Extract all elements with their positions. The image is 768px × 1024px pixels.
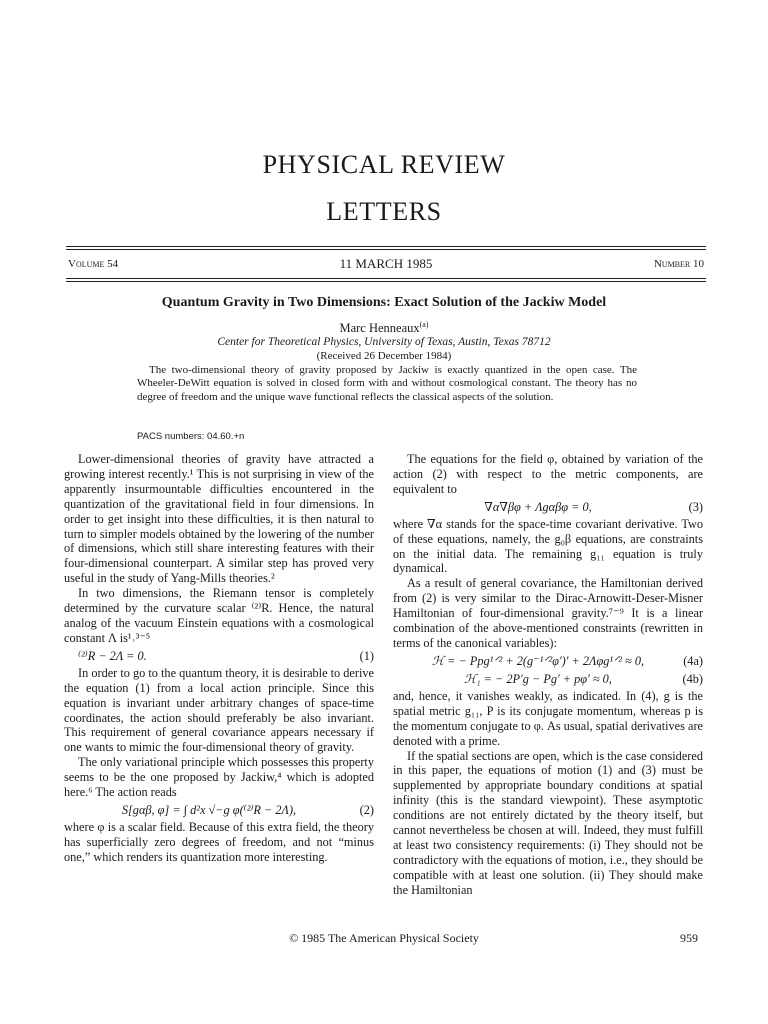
equation-number: (4a)	[683, 653, 703, 668]
journal-title-line2: LETTERS	[326, 197, 442, 226]
journal-title-line1: PHYSICAL REVIEW	[262, 150, 506, 179]
affiliation: Center for Theoretical Physics, University of Texas, Austin, Texas 78712	[217, 336, 551, 348]
abstract	[137, 364, 637, 404]
equation-3	[393, 500, 703, 515]
issue-date: 11 MARCH 1985	[339, 256, 433, 271]
equation-expression: S[gαβ, φ] = ∫ d²x √−g φ(⁽²⁾R − 2Λ),	[121, 802, 297, 817]
equation-2	[64, 803, 374, 818]
paragraph: Lower-dimensional theories of gravity have attracted a growing interest recently.¹ This is not surprising in view of the apparently insurmountable difficulties encountered in the quantization of the gravitational field in four dimensions. In order to get insight into these difficulties, it is then natural to turn to simpler models obtained by the lowering of the number of dimensions, which still share interesting features with their four-dimensional counterpart. A similar step has proved very useful in the study of Yang-Mills theories.²	[64, 452, 374, 586]
paragraph: where ∇α stands for the space-time covariant derivative. Two of these equations, namely, the g₀β equations, are constraints on the initial data. The remaining g₁₁ equation is truly dynamical.	[393, 516, 703, 576]
equation-number: (3)	[688, 499, 703, 514]
author-name: Marc Henneaux	[339, 321, 420, 335]
received-date: (Received 26 December 1984)	[316, 350, 452, 362]
paragraph: where φ is a scalar field. Because of this extra field, the theory has superficially zero degrees of freedom, and not “minus one,” which renders its quantization more interesting.	[64, 819, 374, 864]
left-column	[64, 452, 374, 865]
author-line	[0, 321, 768, 336]
equation-4a	[393, 654, 703, 669]
equation-number: (1)	[359, 648, 374, 663]
paragraph: If the spatial sections are open, which is the case considered in this paper, the equations of motion (1) and (3) must be supplemented by appropriate boundary conditions at spatial infinity (this is the standard viewpoint). These asymptotic conditions are not entirely dictated by the theory itself, but cannot nevertheless be chosen at will. Indeed, they must fulfill at least two consistency requirements: (i) They should not be contradictory with the equations of motion, i.e., they should be compatible with at least one solution. (ii) They should make the Hamiltonian	[393, 748, 703, 897]
top-rule-thin	[66, 249, 706, 250]
equation-expression: ∇α∇βφ + Λgαβφ = 0,	[484, 499, 592, 514]
masthead-rule-thin	[66, 281, 706, 282]
volume-label: Volume 54	[68, 258, 119, 270]
equation-expression: ℋ₁ = − 2P′g − Pg′ + pφ′ ≈ 0,	[464, 671, 612, 686]
article-title: Quantum Gravity in Two Dimensions: Exact Solution of the Jackiw Model	[161, 295, 607, 310]
masthead-rule	[66, 278, 706, 279]
paragraph: and, hence, it vanishes weakly, as indicated. In (4), g is the spatial metric g₁₁, P is its conjugate momentum, whereas p is the momentum conjugate to φ. As usual, spatial derivatives are denoted with a prime.	[393, 688, 703, 748]
masthead	[68, 257, 704, 273]
equation-number: (2)	[359, 802, 374, 817]
top-rule	[66, 246, 706, 247]
paragraph: The only variational principle which possesses this property seems to be the one proposed by Jackiw,⁴ which is adopted here.⁶ The action reads	[64, 755, 374, 800]
equation-expression: ⁽²⁾R − 2Λ = 0.	[78, 648, 147, 663]
paragraph: The equations for the field φ, obtained by variation of the action (2) with respect to the metric components, are equivalent to	[393, 452, 703, 496]
equation-number: (4b)	[682, 671, 703, 686]
equation-expression: ℋ = − Ppg¹ᐟ² + 2(g⁻¹ᐟ²φ′)′ + 2Λφg¹ᐟ² ≈ 0,	[431, 653, 645, 668]
paragraph: In order to go to the quantum theory, it is desirable to derive the equation (1) from a local action principle. Since this equation is invariant under arbitrary changes of space-time coordinates, the action should preferably be also invariant. This requirement of general covariance appears necessary if one wants to mimic the four-dimensional theory of gravity.	[64, 665, 374, 755]
paragraph: As a result of general covariance, the Hamiltonian derived from (2) is very similar to the Dirac-Arnowitt-Deser-Misner Hamiltonian of four-dimensional gravity.⁷⁻⁹ It is a linear combination of the above-mentioned constraints (rewritten in terms of the canonical variables):	[393, 576, 703, 650]
page-number: 959	[680, 931, 698, 945]
abstract-text: The two-dimensional theory of gravity proposed by Jackiw is exactly quantized in the open case. The Wheeler-DeWitt equation is solved in closed form with and without cosmological constant. The theory has no degree of freedom and the unique wave functional reflects the classical aspects of the solution.	[137, 364, 637, 403]
issue-number: Number 10	[653, 258, 704, 270]
right-column	[393, 452, 703, 898]
copyright: © 1985 The American Physical Society	[289, 931, 479, 945]
pacs-numbers: PACS numbers: 04.60.+n	[137, 431, 245, 442]
equation-1	[64, 649, 374, 664]
author-footnote-mark: (a)	[419, 319, 429, 329]
equation-4b	[393, 672, 703, 687]
paragraph: In two dimensions, the Riemann tensor is completely determined by the curvature scalar ⁽²⁾R. Hence, the natural analog of the vacuum Einstein equations with a cosmological constant Λ is¹˒³⁻⁵	[64, 586, 374, 645]
